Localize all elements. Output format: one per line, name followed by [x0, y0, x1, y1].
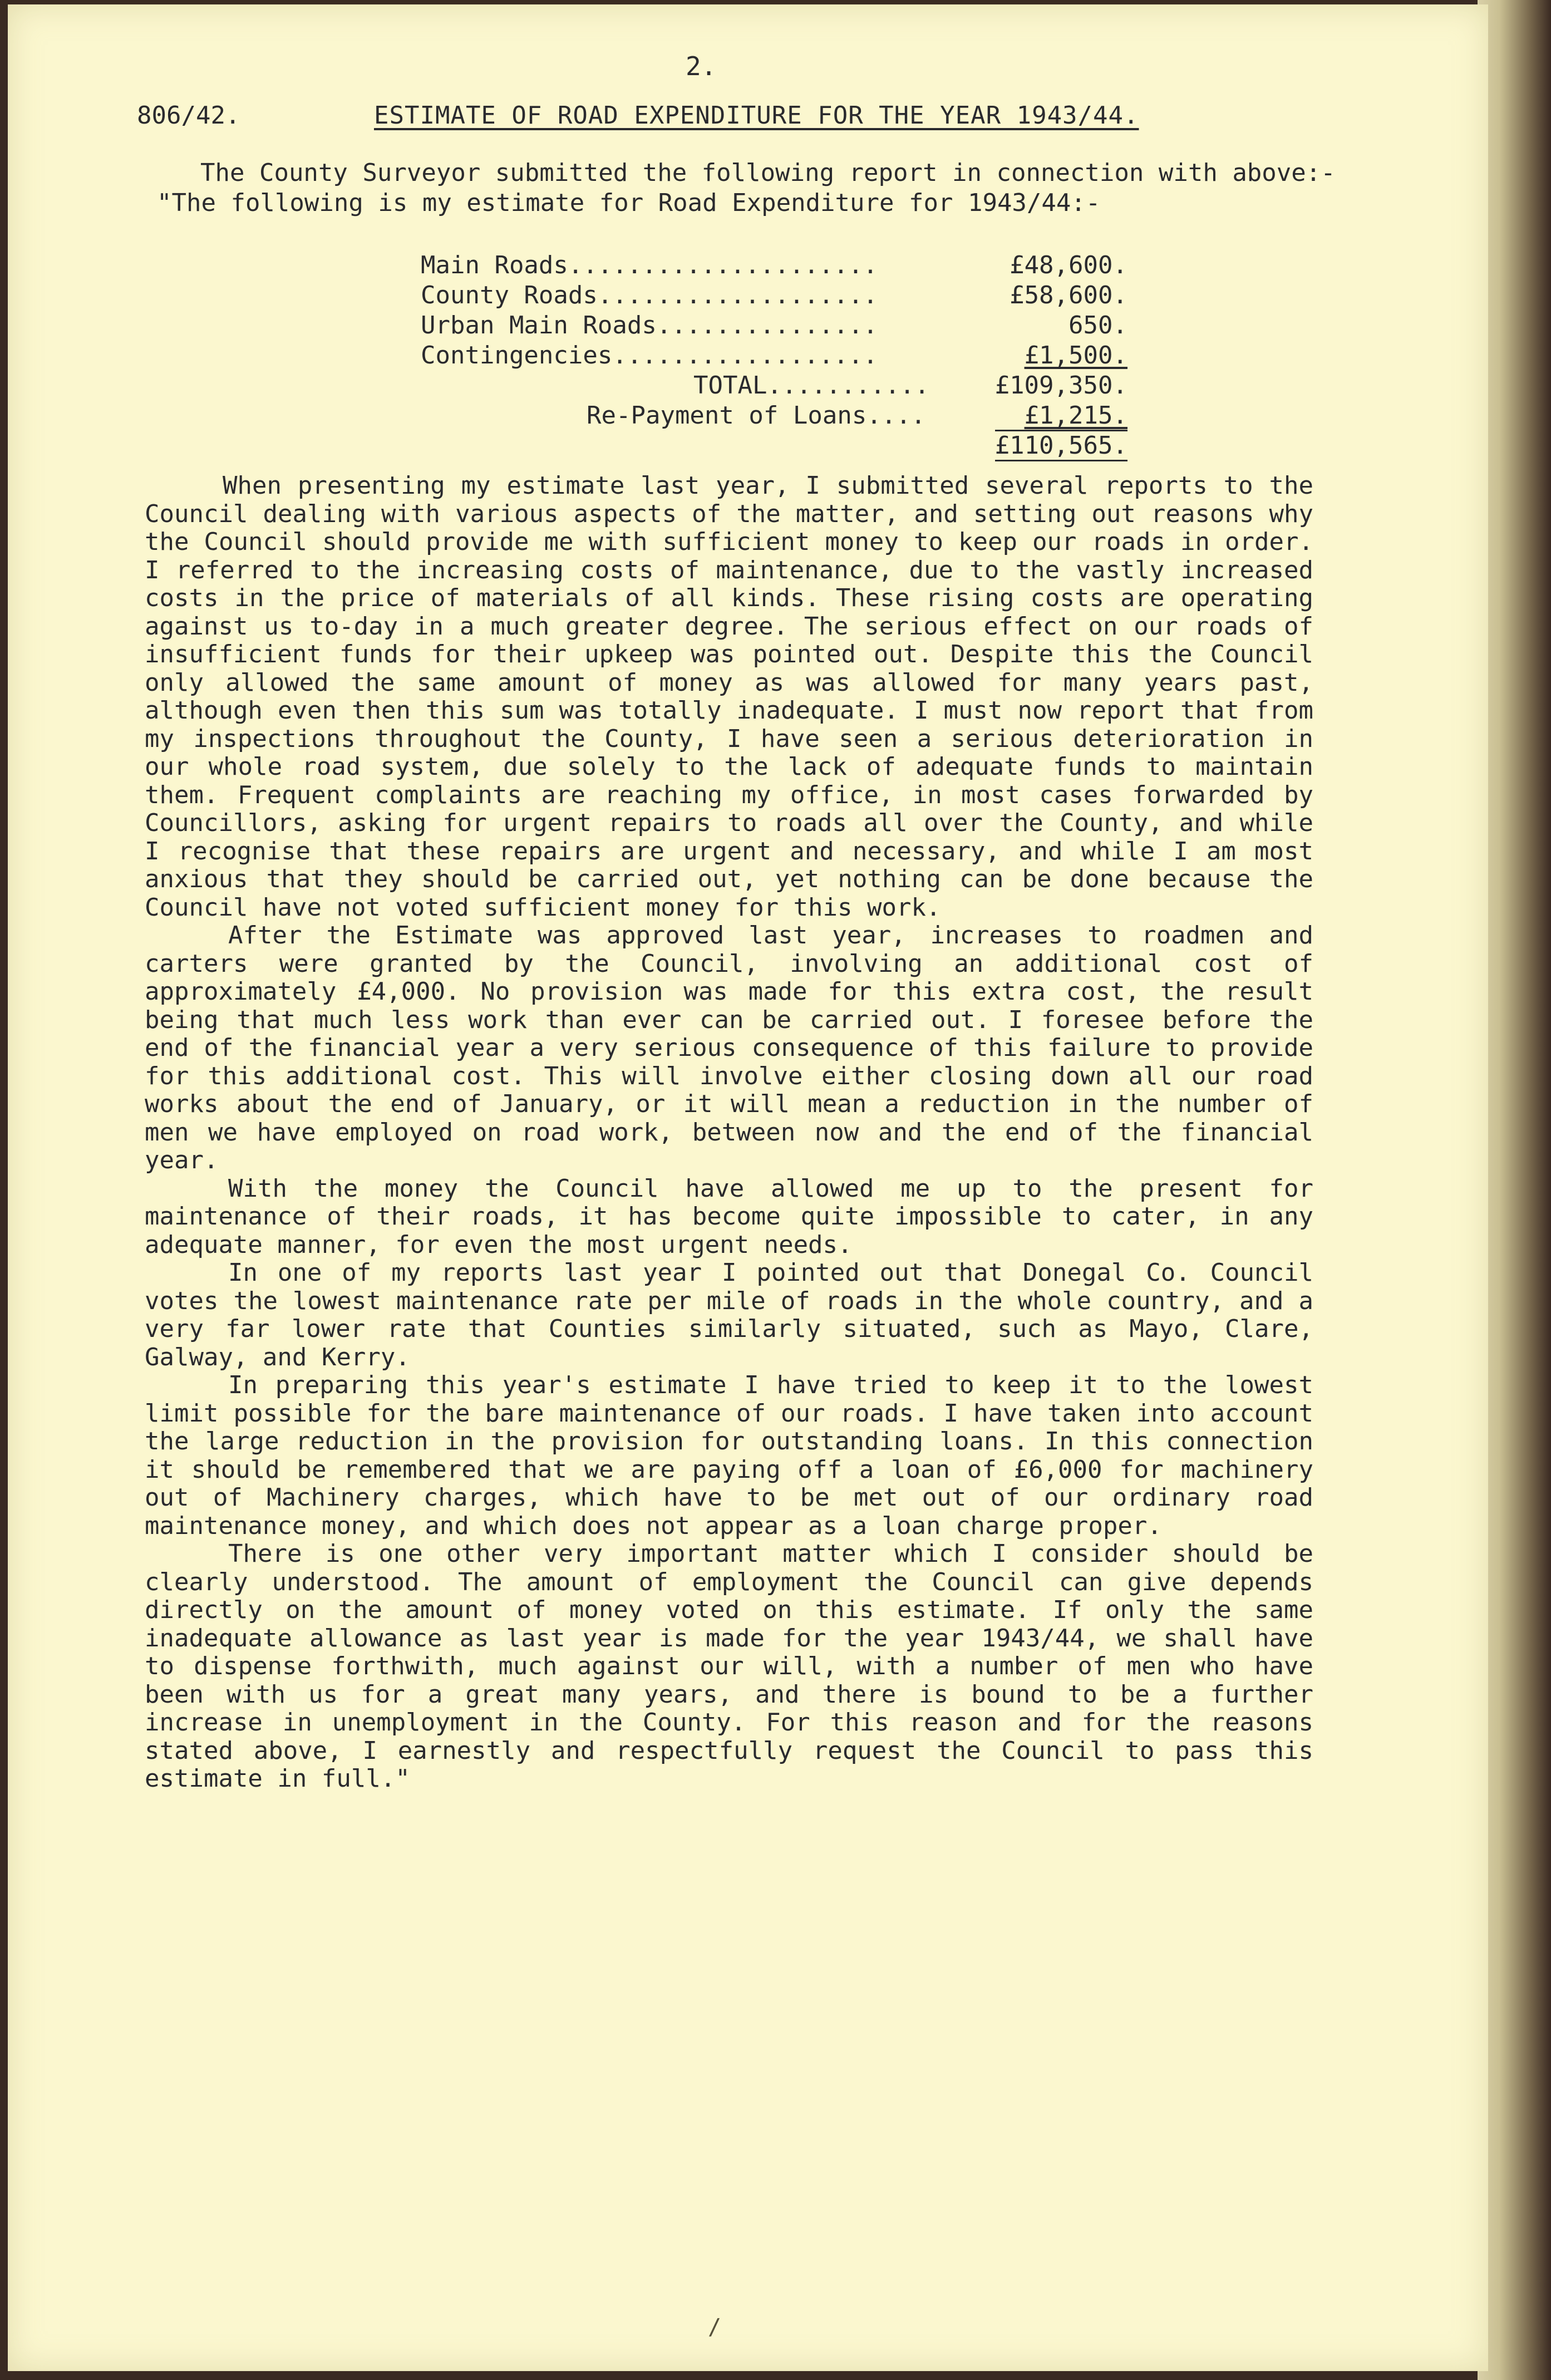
estimate-row-contingencies [421, 341, 1127, 371]
grand-total-amount [955, 431, 1127, 461]
repayment-label: Re-Payment of Loans.... [587, 401, 926, 430]
estimate-row-grand-total [421, 431, 1127, 461]
estimate-label: Contingencies.................. [421, 341, 878, 370]
paragraph-1: When presenting my estimate last year, I submitted several reports to the Council dealing with various aspects of the matter, and setting out reasons why the Council should provide me with sufficient money to keep our roads in order. I referred to the increasing costs of maintenance, due to the vastly increased costs in the price of materials of all kinds. These rising costs are operating against us to-day in a much greater degree. The serious effect on our roads of insufficient funds for their upkeep was pointed out. Despite this the Council only allowed the same amount of money as was allowed for many years past, although even then this sum was totally inadequate. I must now report that from my inspections throughout the County, I have seen a serious deterioration in our whole road system, due solely to the lack of adequate funds to maintain them. Frequent complaints are reaching my office, in most cases forwarded by Councillors, asking for urgent repairs to roads all over the County, and while I recognise that these repairs are urgent and necessary, and while I am most anxious that they should be carried out, yet nothing can be done because the Council have not voted sufficient money for this work. [145, 471, 1313, 922]
document-title: ESTIMATE OF ROAD EXPENDITURE FOR THE YEAR 1943/44. [374, 101, 1139, 130]
estimate-row-repayment [421, 401, 1127, 431]
page-number: 2. [686, 51, 717, 81]
total-amount: £109,350. [994, 371, 1127, 400]
paragraph-2: After the Estimate was approved last year, increases to roadmen and carters were granted by the Council, involving an additional cost of approximately £4,000. No provision was made for this extra cost, the result being that much less work than ever can be carried out. I foresee before the end of the financial year a very serious consequence of this failure to provide for this additional cost. This will involve either closing down all our road works about the end of January, or it will mean a reduction in the number of men we have employed on road work, between now and the end of the financial year. [145, 921, 1313, 1174]
paragraph-3: With the money the Council have allowed me up to the present for maintenance of their roads, it has become quite impossible to cater, in any adequate manner, for even the most urgent needs. [145, 1174, 1313, 1259]
binding-edge [1478, 0, 1551, 2380]
pen-tick-mark: ∕ [708, 2314, 722, 2340]
report-body [145, 472, 1313, 1793]
estimate-label: Main Roads..................... [421, 251, 878, 279]
paragraph-6: There is one other very important matter which I consider should be clearly understood. The amount of employment the Council can give depends directly on the amount of money voted on this estimate. If only the same inadequate allowance as last year is made for the year 1943/44, we shall have to dispense forthwith, much against our will, with a number of men who have been with us for a great many years, and there is bound to be a further increase in unemployment in the County. For this reason and for the reasons stated above, I earnestly and respectfully request the Council to pass this estimate in full." [145, 1540, 1313, 1793]
intro-block [157, 158, 1336, 218]
grand-total-spacer [421, 431, 955, 461]
estimate-table [421, 250, 1127, 461]
repayment-amount: £1,215. [1024, 401, 1127, 430]
estimate-label: County Roads................... [421, 281, 878, 309]
minute-reference: 806/42. [137, 101, 240, 130]
total-label: TOTAL........... [693, 371, 929, 400]
estimate-row-urban-main-roads [421, 311, 1127, 341]
intro-line-2: "The following is my estimate for Road Expenditure for 1943/44:- [157, 189, 1101, 217]
estimate-amount: £1,500. [1024, 341, 1127, 370]
estimate-row-total [421, 371, 1127, 401]
estimate-amount: 650. [1069, 311, 1127, 340]
estimate-row-main-roads [421, 250, 1127, 281]
paragraph-4: In one of my reports last year I pointed out that Donegal Co. Council votes the lowest maintenance rate per mile of roads in the whole country, and a very far lower rate that Counties similarly situated, such as Mayo, Clare, Galway, and Kerry. [145, 1258, 1313, 1371]
document-page [8, 4, 1488, 2371]
estimate-amount: £48,600. [1010, 251, 1127, 279]
intro-line-1: The County Surveyor submitted the following report in connection with above:- [200, 159, 1336, 187]
grand-total-value: £110,565. [995, 430, 1127, 461]
estimate-row-county-roads [421, 281, 1127, 311]
paragraph-5: In preparing this year's estimate I have tried to keep it to the lowest limit possible for the bare maintenance of our roads. I have taken into account the large reduction in the provision for outstanding loans. In this connection it should be remembered that we are paying off a loan of £6,000 for machinery out of Machinery charges, which have to be met out of our ordinary road maintenance money, and which does not appear as a loan charge proper. [145, 1371, 1313, 1540]
estimate-amount: £58,600. [1010, 281, 1127, 309]
estimate-label: Urban Main Roads............... [421, 311, 878, 340]
